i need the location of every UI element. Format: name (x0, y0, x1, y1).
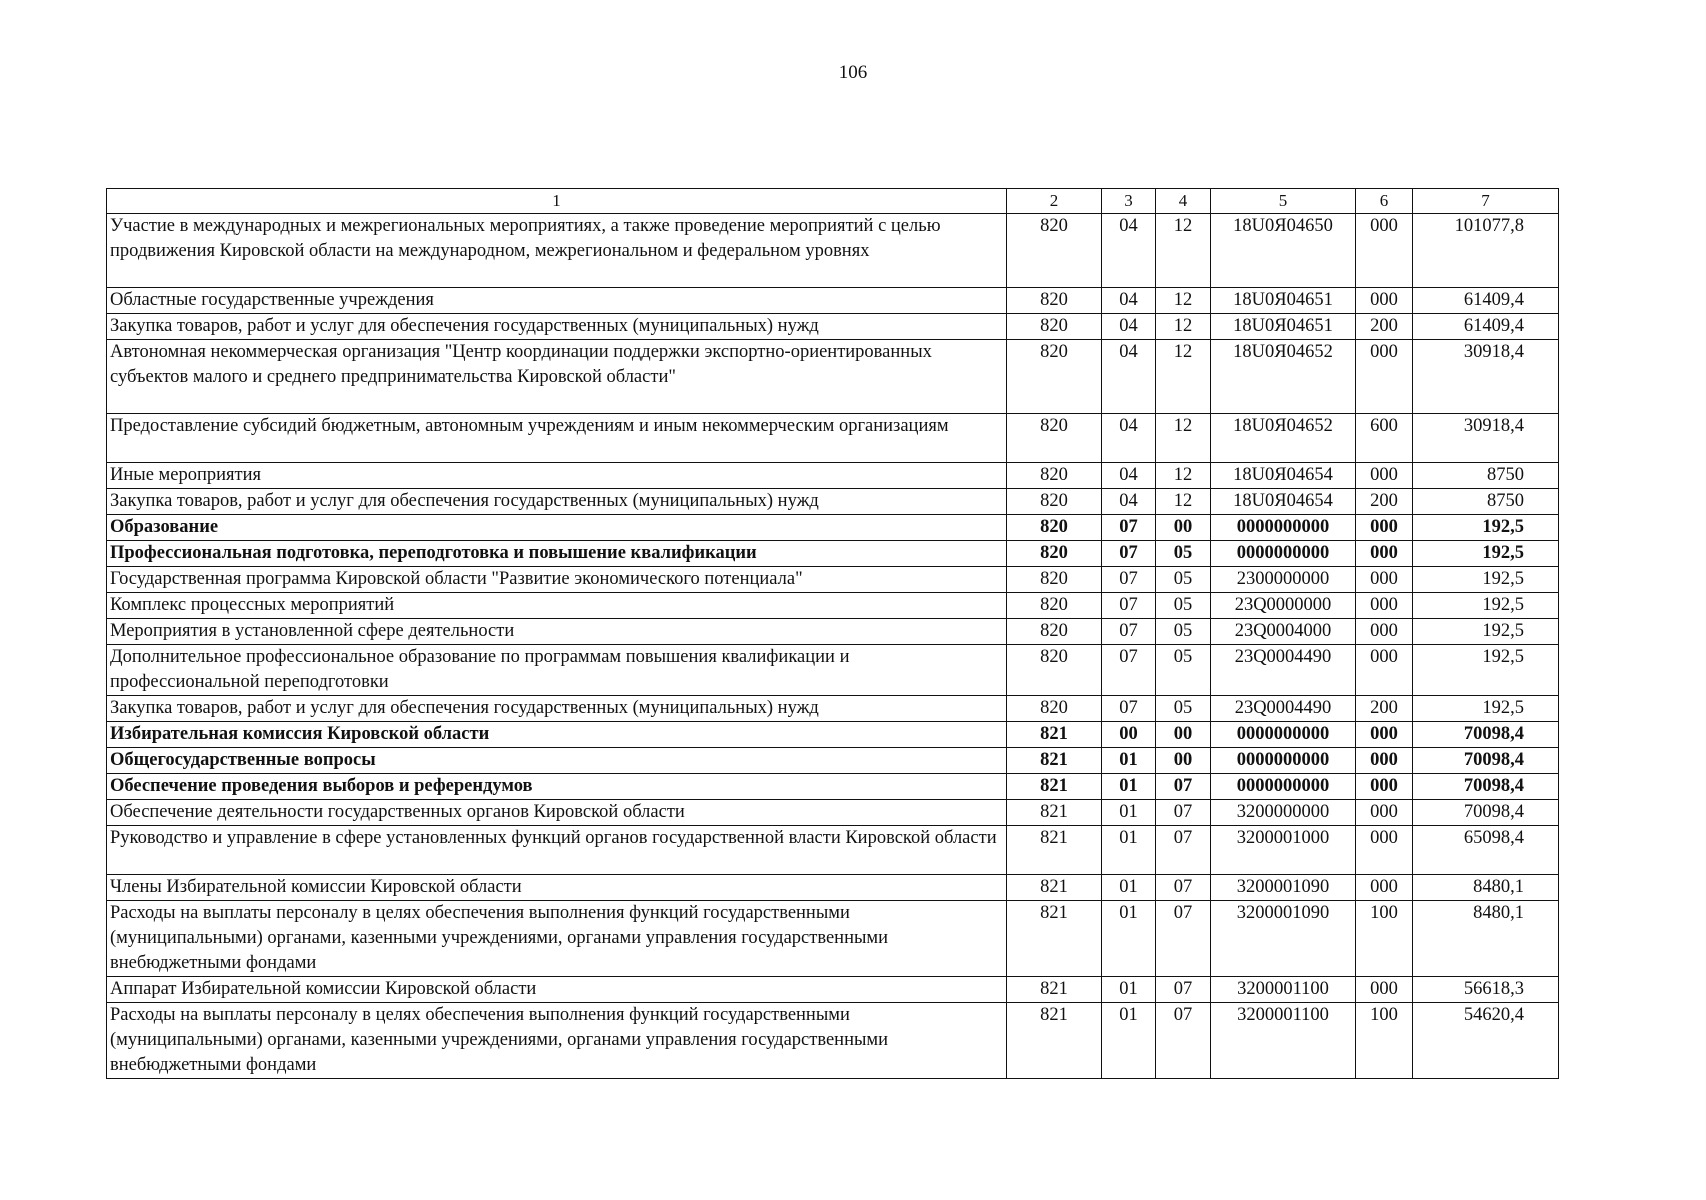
cell-expense-type: 000 (1356, 463, 1413, 489)
cell-name: Дополнительное профессиональное образование по программам повышения квалификации и профессиональной переподготовки (107, 645, 1007, 696)
cell-target-code: 23Q0004490 (1211, 696, 1356, 722)
cell-target-code: 2300000000 (1211, 567, 1356, 593)
cell-target-code: 23Q0004000 (1211, 619, 1356, 645)
cell-subsection: 07 (1156, 826, 1211, 875)
cell-expense-type: 000 (1356, 515, 1413, 541)
cell-subsection: 12 (1156, 489, 1211, 515)
table-row (107, 826, 1559, 875)
cell-target-code: 0000000000 (1211, 774, 1356, 800)
cell-name: Закупка товаров, работ и услуг для обеспечения государственных (муниципальных) нужд (107, 489, 1007, 515)
cell-chapter: 820 (1007, 463, 1102, 489)
cell-name: Общегосударственные вопросы (107, 748, 1007, 774)
cell-target-code: 18U0Я04654 (1211, 489, 1356, 515)
cell-target-code: 3200001090 (1211, 875, 1356, 901)
cell-chapter: 820 (1007, 593, 1102, 619)
cell-expense-type: 000 (1356, 800, 1413, 826)
cell-name: Руководство и управление в сфере установленных функций органов государственной власти Кировской области (107, 826, 1007, 875)
cell-name: Иные мероприятия (107, 463, 1007, 489)
cell-target-code: 3200001100 (1211, 977, 1356, 1003)
table-row (107, 515, 1559, 541)
cell-amount: 192,5 (1413, 696, 1559, 722)
cell-amount: 8480,1 (1413, 901, 1559, 977)
cell-name: Закупка товаров, работ и услуг для обеспечения государственных (муниципальных) нужд (107, 696, 1007, 722)
cell-subsection: 12 (1156, 463, 1211, 489)
cell-chapter: 820 (1007, 314, 1102, 340)
cell-target-code: 0000000000 (1211, 748, 1356, 774)
cell-name: Члены Избирательной комиссии Кировской области (107, 875, 1007, 901)
cell-target-code: 18U0Я04651 (1211, 314, 1356, 340)
cell-name: Расходы на выплаты персоналу в целях обеспечения выполнения функций государственными (муниципальными) органами, казенными учреждениями, органами управления государственными внебюджетными фондами (107, 1003, 1007, 1079)
cell-chapter: 821 (1007, 977, 1102, 1003)
cell-amount: 70098,4 (1413, 722, 1559, 748)
cell-subsection: 05 (1156, 645, 1211, 696)
cell-subsection: 12 (1156, 414, 1211, 463)
header-cell: 3 (1102, 189, 1156, 214)
cell-section: 07 (1102, 567, 1156, 593)
table-row (107, 567, 1559, 593)
budget-table (106, 188, 1559, 1079)
table-row (107, 414, 1559, 463)
cell-expense-type: 100 (1356, 1003, 1413, 1079)
table-row (107, 619, 1559, 645)
cell-section: 07 (1102, 619, 1156, 645)
cell-name: Профессиональная подготовка, переподготовка и повышение квалификации (107, 541, 1007, 567)
cell-expense-type: 000 (1356, 645, 1413, 696)
cell-section: 01 (1102, 800, 1156, 826)
cell-target-code: 23Q0004490 (1211, 645, 1356, 696)
cell-amount: 70098,4 (1413, 748, 1559, 774)
cell-section: 04 (1102, 340, 1156, 414)
cell-amount: 192,5 (1413, 593, 1559, 619)
cell-amount: 65098,4 (1413, 826, 1559, 875)
cell-chapter: 821 (1007, 1003, 1102, 1079)
cell-subsection: 12 (1156, 340, 1211, 414)
cell-chapter: 820 (1007, 645, 1102, 696)
cell-target-code: 3200000000 (1211, 800, 1356, 826)
cell-subsection: 07 (1156, 1003, 1211, 1079)
table-row (107, 1003, 1559, 1079)
cell-amount: 61409,4 (1413, 288, 1559, 314)
table-row (107, 645, 1559, 696)
table-row (107, 977, 1559, 1003)
cell-section: 01 (1102, 977, 1156, 1003)
cell-section: 04 (1102, 489, 1156, 515)
cell-subsection: 00 (1156, 722, 1211, 748)
cell-expense-type: 000 (1356, 214, 1413, 288)
table-row (107, 340, 1559, 414)
cell-expense-type: 100 (1356, 901, 1413, 977)
cell-chapter: 820 (1007, 414, 1102, 463)
cell-chapter: 820 (1007, 696, 1102, 722)
cell-subsection: 12 (1156, 288, 1211, 314)
cell-amount: 192,5 (1413, 515, 1559, 541)
cell-amount: 61409,4 (1413, 314, 1559, 340)
table-row (107, 875, 1559, 901)
header-cell: 6 (1356, 189, 1413, 214)
cell-amount: 8480,1 (1413, 875, 1559, 901)
cell-amount: 30918,4 (1413, 340, 1559, 414)
cell-name: Обеспечение деятельности государственных органов Кировской области (107, 800, 1007, 826)
header-cell: 7 (1413, 189, 1559, 214)
cell-name: Расходы на выплаты персоналу в целях обеспечения выполнения функций государственными (муниципальными) органами, казенными учреждениями, органами управления государственными внебюджетными фондами (107, 901, 1007, 977)
cell-name: Автономная некоммерческая организация "Центр координации поддержки экспортно-ориентированных субъектов малого и среднего предпринимательства Кировской области" (107, 340, 1007, 414)
table-row (107, 288, 1559, 314)
header-cell: 5 (1211, 189, 1356, 214)
cell-expense-type: 000 (1356, 774, 1413, 800)
cell-section: 00 (1102, 722, 1156, 748)
cell-target-code: 18U0Я04651 (1211, 288, 1356, 314)
cell-chapter: 821 (1007, 774, 1102, 800)
cell-expense-type: 000 (1356, 340, 1413, 414)
cell-section: 01 (1102, 1003, 1156, 1079)
cell-subsection: 05 (1156, 593, 1211, 619)
cell-name: Государственная программа Кировской области "Развитие экономического потенциала" (107, 567, 1007, 593)
table-row (107, 314, 1559, 340)
header-cell: 1 (107, 189, 1007, 214)
cell-target-code: 3200001000 (1211, 826, 1356, 875)
cell-expense-type: 000 (1356, 593, 1413, 619)
cell-chapter: 821 (1007, 800, 1102, 826)
cell-amount: 56618,3 (1413, 977, 1559, 1003)
cell-expense-type: 200 (1356, 314, 1413, 340)
cell-amount: 8750 (1413, 489, 1559, 515)
cell-expense-type: 000 (1356, 288, 1413, 314)
cell-target-code: 0000000000 (1211, 515, 1356, 541)
cell-chapter: 820 (1007, 214, 1102, 288)
cell-amount: 70098,4 (1413, 800, 1559, 826)
header-row (107, 189, 1559, 214)
cell-amount: 54620,4 (1413, 1003, 1559, 1079)
cell-chapter: 820 (1007, 515, 1102, 541)
table-row (107, 722, 1559, 748)
cell-chapter: 821 (1007, 901, 1102, 977)
cell-name: Участие в международных и межрегиональных мероприятиях, а также проведение мероприятий с целью продвижения Кировской области на международном, межрегиональном и федеральном уровнях (107, 214, 1007, 288)
table-row (107, 696, 1559, 722)
table-row (107, 774, 1559, 800)
cell-section: 01 (1102, 826, 1156, 875)
cell-expense-type: 000 (1356, 748, 1413, 774)
cell-chapter: 820 (1007, 567, 1102, 593)
cell-target-code: 18U0Я04652 (1211, 414, 1356, 463)
cell-subsection: 12 (1156, 314, 1211, 340)
cell-target-code: 18U0Я04650 (1211, 214, 1356, 288)
cell-subsection: 07 (1156, 800, 1211, 826)
cell-section: 04 (1102, 463, 1156, 489)
cell-section: 01 (1102, 875, 1156, 901)
cell-subsection: 05 (1156, 567, 1211, 593)
cell-name: Обеспечение проведения выборов и референдумов (107, 774, 1007, 800)
header-cell: 2 (1007, 189, 1102, 214)
table-row (107, 541, 1559, 567)
cell-name: Закупка товаров, работ и услуг для обеспечения государственных (муниципальных) нужд (107, 314, 1007, 340)
cell-section: 01 (1102, 748, 1156, 774)
cell-amount: 8750 (1413, 463, 1559, 489)
cell-amount: 101077,8 (1413, 214, 1559, 288)
table-row (107, 489, 1559, 515)
cell-target-code: 3200001100 (1211, 1003, 1356, 1079)
cell-chapter: 820 (1007, 619, 1102, 645)
table-row (107, 463, 1559, 489)
cell-chapter: 821 (1007, 875, 1102, 901)
cell-name: Предоставление субсидий бюджетным, автономным учреждениям и иным некоммерческим организациям (107, 414, 1007, 463)
cell-expense-type: 000 (1356, 977, 1413, 1003)
cell-target-code: 23Q0000000 (1211, 593, 1356, 619)
cell-chapter: 820 (1007, 340, 1102, 414)
cell-expense-type: 000 (1356, 826, 1413, 875)
cell-chapter: 821 (1007, 722, 1102, 748)
cell-section: 04 (1102, 414, 1156, 463)
cell-expense-type: 000 (1356, 567, 1413, 593)
table-row (107, 901, 1559, 977)
cell-expense-type: 000 (1356, 619, 1413, 645)
cell-target-code: 18U0Я04652 (1211, 340, 1356, 414)
cell-expense-type: 600 (1356, 414, 1413, 463)
cell-subsection: 07 (1156, 774, 1211, 800)
cell-chapter: 820 (1007, 541, 1102, 567)
cell-name: Мероприятия в установленной сфере деятельности (107, 619, 1007, 645)
page-number: 106 (838, 62, 868, 83)
cell-chapter: 821 (1007, 826, 1102, 875)
cell-name: Аппарат Избирательной комиссии Кировской области (107, 977, 1007, 1003)
cell-section: 04 (1102, 214, 1156, 288)
table-row (107, 748, 1559, 774)
cell-section: 04 (1102, 288, 1156, 314)
cell-expense-type: 000 (1356, 541, 1413, 567)
cell-section: 01 (1102, 901, 1156, 977)
cell-subsection: 00 (1156, 748, 1211, 774)
cell-subsection: 07 (1156, 977, 1211, 1003)
cell-subsection: 07 (1156, 901, 1211, 977)
cell-amount: 192,5 (1413, 541, 1559, 567)
cell-expense-type: 000 (1356, 875, 1413, 901)
cell-expense-type: 200 (1356, 489, 1413, 515)
cell-name: Образование (107, 515, 1007, 541)
cell-target-code: 0000000000 (1211, 541, 1356, 567)
cell-subsection: 00 (1156, 515, 1211, 541)
table-row (107, 800, 1559, 826)
cell-section: 07 (1102, 593, 1156, 619)
cell-section: 04 (1102, 314, 1156, 340)
cell-amount: 192,5 (1413, 645, 1559, 696)
cell-name: Комплекс процессных мероприятий (107, 593, 1007, 619)
cell-target-code: 3200001090 (1211, 901, 1356, 977)
cell-amount: 30918,4 (1413, 414, 1559, 463)
cell-chapter: 820 (1007, 489, 1102, 515)
cell-subsection: 12 (1156, 214, 1211, 288)
cell-section: 07 (1102, 696, 1156, 722)
cell-subsection: 05 (1156, 541, 1211, 567)
table-body (107, 214, 1559, 1079)
cell-name: Избирательная комиссия Кировской области (107, 722, 1007, 748)
cell-section: 07 (1102, 541, 1156, 567)
cell-chapter: 821 (1007, 748, 1102, 774)
header-cell: 4 (1156, 189, 1211, 214)
cell-section: 07 (1102, 645, 1156, 696)
cell-subsection: 05 (1156, 696, 1211, 722)
cell-expense-type: 200 (1356, 696, 1413, 722)
cell-amount: 192,5 (1413, 619, 1559, 645)
cell-subsection: 07 (1156, 875, 1211, 901)
cell-target-code: 0000000000 (1211, 722, 1356, 748)
cell-name: Областные государственные учреждения (107, 288, 1007, 314)
cell-section: 01 (1102, 774, 1156, 800)
table-row (107, 214, 1559, 288)
cell-chapter: 820 (1007, 288, 1102, 314)
cell-target-code: 18U0Я04654 (1211, 463, 1356, 489)
cell-section: 07 (1102, 515, 1156, 541)
cell-amount: 70098,4 (1413, 774, 1559, 800)
table-row (107, 593, 1559, 619)
cell-expense-type: 000 (1356, 722, 1413, 748)
cell-subsection: 05 (1156, 619, 1211, 645)
cell-amount: 192,5 (1413, 567, 1559, 593)
